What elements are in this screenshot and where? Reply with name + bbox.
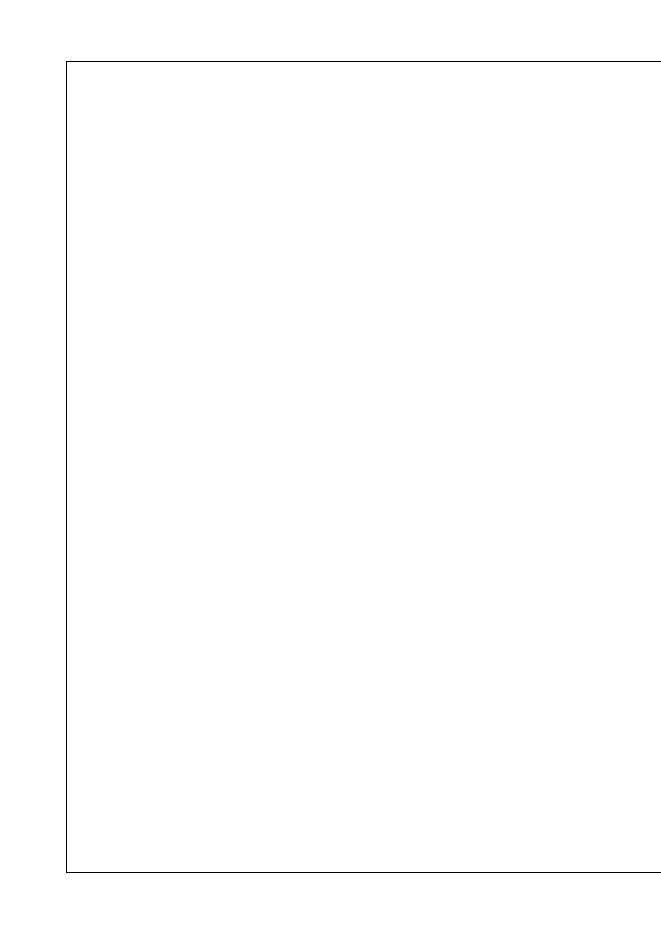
page-frame <box>66 61 661 873</box>
